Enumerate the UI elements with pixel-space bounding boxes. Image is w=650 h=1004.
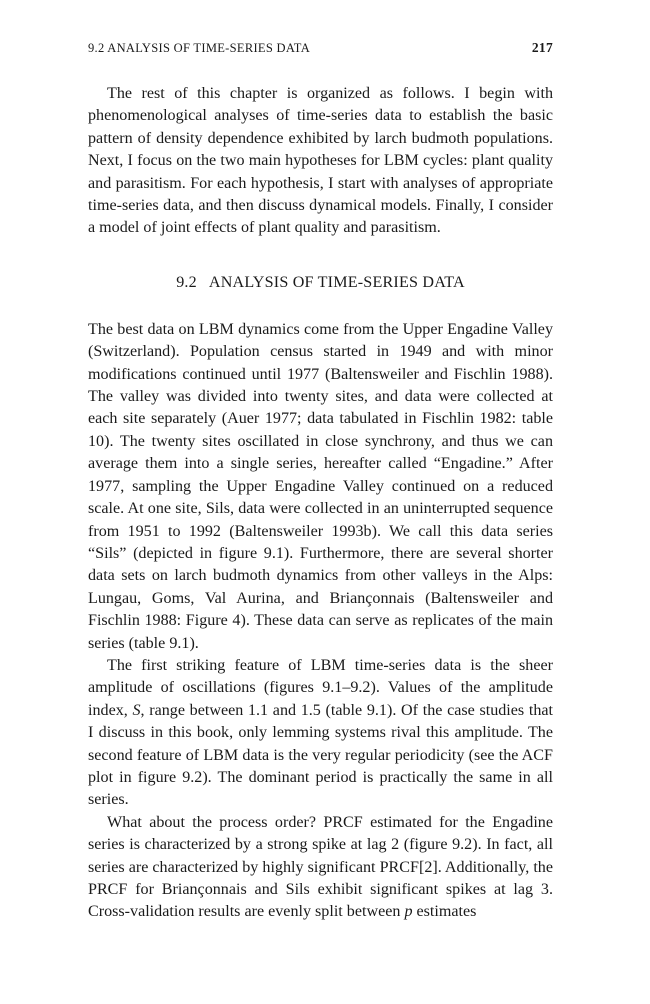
body-paragraph-3 — [88, 812, 553, 924]
running-head-section: 9.2 ANALYSIS OF TIME-SERIES DATA — [88, 41, 311, 55]
section-title: ANALYSIS OF TIME-SERIES DATA — [208, 273, 465, 291]
section-heading — [88, 274, 553, 292]
paragraph-2-text-a: The first striking feature of LBM time-series data is the sheer amplitude of oscillations (figures 9.1–9.2). Values of the amplitude index, — [88, 656, 553, 719]
intro-paragraph: The rest of this chapter is organized as follows. I begin with phenomenological analyses of time-series data to establish the basic pattern of density dependence exhibited by larch budmoth populations. Next, I focus on the two main hypotheses for LBM cycles: plant quality and parasitism. For each hypothesis, I start with analyses of appropriate time-series data, and then discuss dynamical models. Finally, I consider a model of joint effects of plant quality and parasitism. — [88, 85, 553, 237]
paragraph-2-text-b: , range between 1.1 and 1.5 (table 9.1). Of the case studies that I discuss in this book, only lemming systems rival this amplitude. The second feature of LBM data is the very regular periodicity (see the ACF plot in figure 9.2). The dominant period is practically the same in all series. — [88, 701, 553, 809]
body-paragraph-2 — [88, 655, 553, 812]
running-head — [88, 40, 553, 60]
book-page — [88, 40, 553, 924]
body-paragraph-1: The best data on LBM dynamics come from the Upper Engadine Valley (Switzerland). Population census started in 1949 and with minor modifications continued until 1977 (Baltensweiler and Fischlin 1988). The valley was divided into twenty sites, and data were collected at each site separately (Auer 1977; data tabulated in Fischlin 1982: table 10). The twenty sites oscillated in close synchrony, and thus we can average them into a single series, hereafter called “Engadine.” After 1977, sampling the Upper Engadine Valley continued on a reduced scale. At one site, Sils, data were collected in an uninterrupted sequence from 1951 to 1992 (Baltensweiler 1993b). We call this data series “Sils” (depicted in figure 9.1). Furthermore, there are several shorter data sets on larch budmoth dynamics from other valleys in the Alps: Lungau, Goms, Val Aurina, and Briançonnais (Baltensweiler and Fischlin 1988: Figure 4). These data can serve as replicates of the main series (table 9.1). — [88, 320, 553, 652]
paragraph-3-text-b: estimates — [412, 903, 477, 921]
section-number: 9.2 — [176, 273, 197, 291]
page-number: 217 — [531, 40, 553, 55]
process-order-variable: p — [404, 903, 413, 921]
amplitude-index-variable: S — [132, 701, 141, 719]
paragraph-3-text-a: What about the process order? PRCF estimated for the Engadine series is characterized by a strong spike at lag 2 (figure 9.2). In fact, all series are characterized by highly significant PRCF[2]. Additionally, the PRCF for Briançonnais and Sils exhibit significant spikes at lag 3. Cross-validation results are evenly split between — [88, 813, 553, 921]
